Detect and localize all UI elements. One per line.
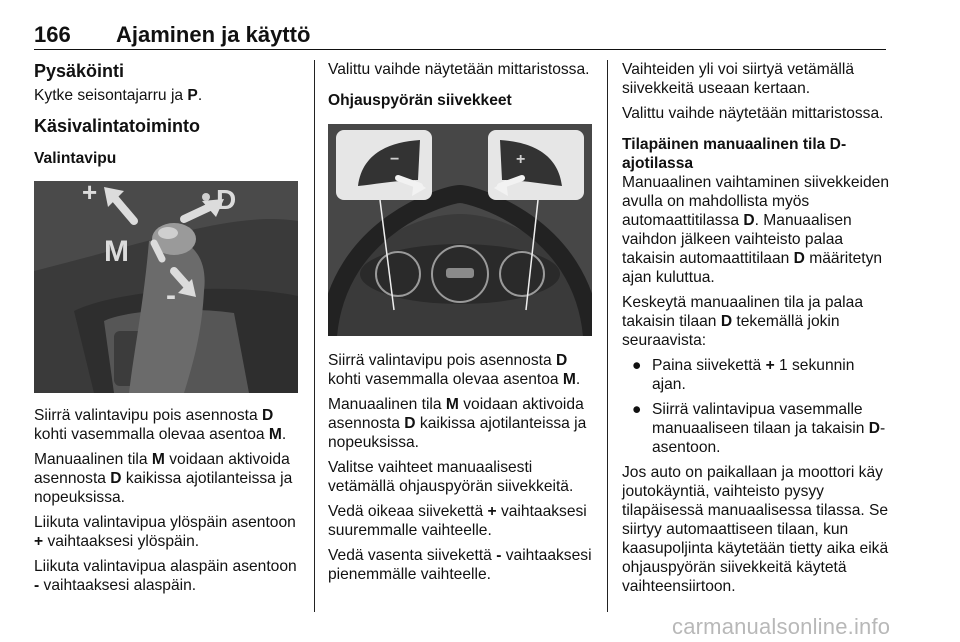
bullet-icon: ● [632,401,642,418]
m-label: M [104,235,129,268]
parking-text: Kytke seisontajarru ja P. [34,87,203,104]
col3-para-2: Valittu vaihde näytetään mittaristossa. [622,105,884,122]
col1-para-4: Liikuta valintavipua alaspäin asentoon - vaihtaaksesi alaspäin. [34,558,297,594]
col3-para-5: Jos auto on paikallaan ja moottori käy joutokäyntiä, vaihteisto pysyy tilapäisessä manuaalisessa tilassa. Se siirtyy automaattiseen tilaan, kun kaasupoljinta käytetään tietty aika eikä ohjauspyörän siivekkeitä käytetä vaihteensiirtoon. [622,464,889,595]
heading-parking: Pysäköinti [34,61,125,81]
watermark: carmanualsonline.info [672,614,891,639]
col3-para-3: Manuaalinen vaihtaminen siivekkeiden avulla on mahdollista myös automaattitilassa D. Manuaalisen vaihdon jälkeen vaihteisto palaa takaisin automaattitilaan D määritetyn ajan kuluttua. [622,174,889,286]
column-divider [607,60,608,612]
col3-para-1: Vaihteiden yli voi siirtyä vetämällä siivekkeitä useaan kertaan. [622,61,854,97]
paddle-minus-label: − [390,151,400,168]
bullet-item: ● Siirrä valintavipua vasemmalle manuaaliseen tilaan ja takaisin D-asentoon. [632,401,886,456]
col2-para-1: Siirrä valintavipu pois asennosta D kohti vasemmalla olevaa asentoa M. [328,352,581,388]
col2-para-3: Valitse vaihteet manuaalisesti vetämällä ohjauspyörän siivekkeitä. [328,459,574,495]
heading-selector-lever: Valintavipu [34,150,117,167]
col2-para-4: Vedä oikeaa siivekettä + vaihtaaksesi suuremmalle vaihteelle. [328,503,587,539]
page-number: 166 [34,22,71,47]
selector-lever-illustration [34,181,298,393]
col3-para-4: Keskeytä manuaalinen tila ja palaa takaisin tilaan D tekemällä jokin seuraavista: [622,294,863,349]
column-divider [314,60,315,612]
paddles-figure [328,124,592,336]
header-rule [34,49,886,50]
heading-paddles: Ohjauspyörän siivekkeet [328,92,512,109]
heading-temporary-manual: Tilapäinen manuaalinen tila D-ajotilassa [622,136,847,172]
selector-lever-figure [34,181,298,393]
minus-label: - [166,279,176,312]
col1-para-2: Manuaalinen tila M voidaan aktivoida asennosta D kaikissa ajotilanteissa ja nopeuksissa. [34,451,293,506]
col2-para-2: Manuaalinen tila M voidaan aktivoida asennosta D kaikissa ajotilanteissa ja nopeuksissa. [328,396,587,451]
heading-manual-mode: Käsivalintatoiminto [34,116,201,136]
paddles-illustration [328,124,592,336]
column-2 [328,60,598,590]
page-header [34,20,886,50]
column-3 [622,60,890,602]
plus-label: + [82,181,98,207]
col1-para-1: Siirrä valintavipu pois asennosta D kohti vasemmalla olevaa asentoa M. [34,407,287,443]
chapter-title: Ajaminen ja käyttö [116,22,311,47]
col1-para-3: Liikuta valintavipua ylöspäin asentoon + vaihtaaksesi ylöspäin. [34,514,296,550]
d-label: D [216,184,237,215]
col2-para-5: Vedä vasenta siivekettä - vaihtaaksesi pienemmälle vaihteelle. [328,547,592,583]
column-1 [34,60,302,601]
col2-intro: Valittu vaihde näytetään mittaristossa. [328,61,590,78]
paddle-plus-label: + [516,151,526,168]
bullet-icon: ● [632,357,642,374]
bullet-item: ● Paina siivekettä + 1 sekunnin ajan. [632,357,855,393]
